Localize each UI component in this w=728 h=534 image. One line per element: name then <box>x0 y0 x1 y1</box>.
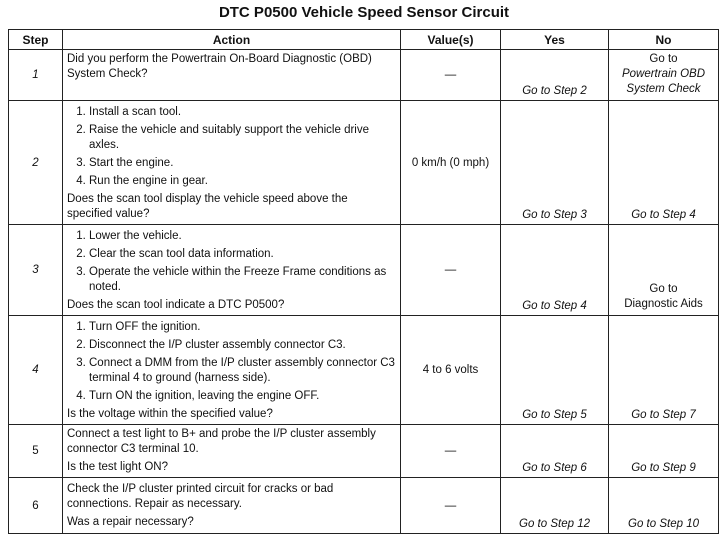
action-item: 4. Run the engine in gear. <box>89 174 396 189</box>
action-text: Check the I/P cluster printed circuit for cracks or bad connections. Repair as necessary. <box>67 482 334 510</box>
value: — <box>401 478 501 534</box>
header-yes: Yes <box>501 30 609 50</box>
step-number: 2 <box>9 101 63 225</box>
action-cell <box>63 101 401 225</box>
action-cell <box>63 225 401 316</box>
value: — <box>401 225 501 316</box>
yes-link[interactable]: Go to Step 4 <box>501 225 609 316</box>
value: — <box>401 50 501 101</box>
no-link[interactable] <box>609 225 719 316</box>
step-number: 3 <box>9 225 63 316</box>
table-header-row <box>9 30 719 50</box>
step-number: 5 <box>9 425 63 478</box>
step-number: 6 <box>9 478 63 534</box>
header-step: Step <box>9 30 63 50</box>
action-cell <box>63 316 401 425</box>
value: — <box>401 425 501 478</box>
no-link[interactable]: Go to Step 10 <box>609 478 719 534</box>
yes-link[interactable]: Go to Step 5 <box>501 316 609 425</box>
action-item: 1. Lower the vehicle. <box>89 229 396 244</box>
table-row <box>9 225 719 316</box>
table-row <box>9 50 719 101</box>
header-action: Action <box>63 30 401 50</box>
action-cell <box>63 478 401 534</box>
action-cell <box>63 425 401 478</box>
table-row <box>9 101 719 225</box>
page-title: DTC P0500 Vehicle Speed Sensor Circuit <box>218 4 510 21</box>
no-line: Diagnostic Aids <box>624 298 703 310</box>
table-row <box>9 478 719 534</box>
step-number: 1 <box>9 50 63 101</box>
action-item: 1. Install a scan tool. <box>89 105 396 120</box>
action-item: 2. Clear the scan tool data information. <box>89 247 396 262</box>
table-row <box>9 316 719 425</box>
yes-link[interactable]: Go to Step 2 <box>501 50 609 101</box>
action-item: 1. Turn OFF the ignition. <box>89 320 396 335</box>
action-question: Is the test light ON? <box>67 461 168 473</box>
value: 4 to 6 volts <box>401 316 501 425</box>
no-line: Powertrain OBD <box>621 68 706 80</box>
header-value: Value(s) <box>401 30 501 50</box>
action-item: 3. Connect a DMM from the I/P cluster assembly connector C3 terminal 4 to ground (harness side). <box>89 356 396 386</box>
action-question: Does the scan tool display the vehicle speed above the specified value? <box>67 193 348 220</box>
header-no: No <box>609 30 719 50</box>
diagnostic-table <box>8 29 719 534</box>
action-item: 3. Operate the vehicle within the Freeze Frame conditions as noted. <box>89 265 396 295</box>
action-question: Was a repair necessary? <box>67 515 194 528</box>
no-link[interactable]: Go to Step 4 <box>609 101 719 225</box>
value: 0 km/h (0 mph) <box>401 101 501 225</box>
step-number: 4 <box>9 316 63 425</box>
action-item: 2. Disconnect the I/P cluster assembly connector C3. <box>89 338 396 353</box>
action-text: Connect a test light to B+ and probe the I/P cluster assembly connector C3 terminal 10. <box>67 428 376 455</box>
yes-link[interactable]: Go to Step 3 <box>501 101 609 225</box>
no-link[interactable]: Go to Step 7 <box>609 316 719 425</box>
yes-link[interactable]: Go to Step 12 <box>501 478 609 534</box>
no-line: Go to <box>649 283 678 295</box>
no-line: Go to <box>649 53 678 65</box>
action-item: 2. Raise the vehicle and suitably support the vehicle drive axles. <box>89 123 396 153</box>
action-item: 4. Turn ON the ignition, leaving the engine OFF. <box>89 389 396 404</box>
action-text: Did you perform the Powertrain On-Board Diagnostic (OBD) System Check? <box>63 50 401 101</box>
action-question: Is the voltage within the specified value? <box>67 408 273 420</box>
action-question: Does the scan tool indicate a DTC P0500? <box>67 299 285 311</box>
action-item: 3. Start the engine. <box>89 156 396 171</box>
no-link[interactable]: Go to Step 9 <box>609 425 719 478</box>
yes-link[interactable]: Go to Step 6 <box>501 425 609 478</box>
table-row <box>9 425 719 478</box>
no-link[interactable] <box>609 50 719 101</box>
no-line: System Check <box>626 83 701 95</box>
